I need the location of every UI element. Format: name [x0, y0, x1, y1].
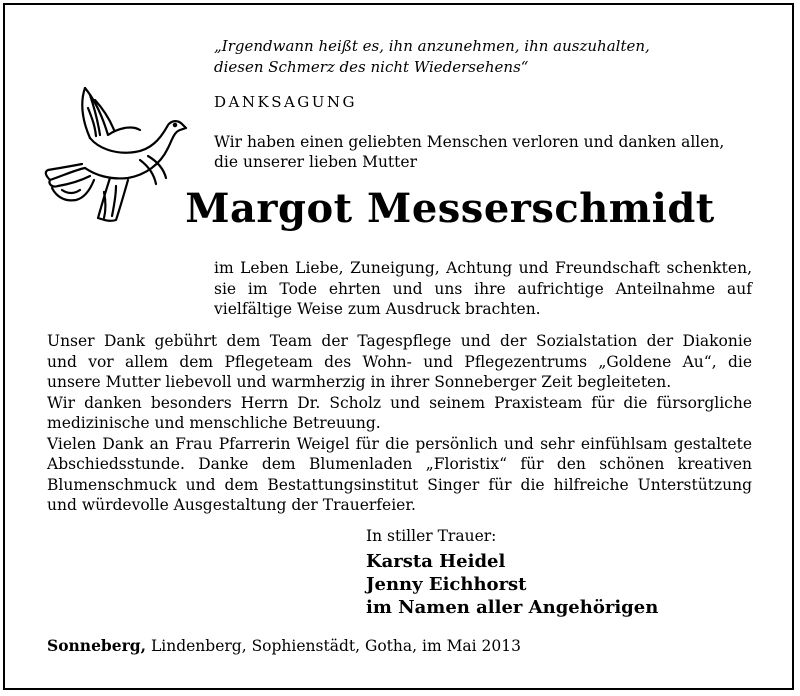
- body-line-8: Blumenschmuck und dem Bestattungsinstitut Singer für die hilfreiche Unterstützung: [47, 475, 752, 494]
- after-name-text: [214, 258, 752, 320]
- body-line-5: medizinische und menschliche Betreuung.: [47, 414, 381, 432]
- footer-place-date: [47, 636, 521, 655]
- after-line-3: vielfältige Weise zum Ausdruck brachten.: [214, 300, 541, 318]
- quote-line-2: diesen Schmerz des nicht Wiedersehens“: [214, 58, 529, 76]
- body-text: [47, 331, 752, 516]
- quote-line-1: „Irgendwann heißt es, ihn anzunehmen, ihn auszuhalten,: [214, 37, 650, 55]
- intro-text: [214, 132, 724, 172]
- quote: [214, 36, 650, 78]
- signers: [366, 550, 658, 619]
- body-line-9: und würdevolle Ausgestaltung der Trauerfeier.: [47, 496, 416, 514]
- intro-line-2: die unserer lieben Mutter: [214, 153, 417, 171]
- signer-2: Jenny Eichhorst: [366, 574, 527, 595]
- body-line-7: Abschiedsstunde. Danke dem Blumenladen „Floristix“ für den schönen kreativen: [47, 455, 752, 473]
- footer-rest: Lindenberg, Sophienstädt, Gotha, im Mai 2013: [146, 637, 522, 655]
- after-line-1: im Leben Liebe, Zuneigung, Achtung und Freundschaft schenkten,: [214, 259, 752, 277]
- footer-city: Sonneberg,: [47, 636, 147, 655]
- body-line-6: Vielen Dank an Frau Pfarrerin Weigel für die persönlich und sehr einfühlsam gestaltete: [47, 434, 752, 453]
- signer-3: im Namen aller Angehörigen: [366, 597, 659, 618]
- signature-intro: In stiller Trauer:: [366, 527, 497, 545]
- body-line-3: unsere Mutter liebevoll und warmherzig in ihrer Sonneberger Zeit begleiteten.: [47, 373, 672, 391]
- after-line-2: sie im Tode ehrten und uns ihre aufrichtige Anteilnahme auf: [214, 279, 752, 298]
- body-line-1: Unser Dank gebührt dem Team der Tagespflege und der Sozialstation der Diakonie: [47, 332, 752, 350]
- deceased-name: Margot Messerschmidt: [185, 185, 715, 232]
- body-line-4: Wir danken besonders Herrn Dr. Scholz und seinem Praxisteam für die fürsorgliche: [47, 393, 752, 412]
- signer-1: Karsta Heidel: [366, 551, 506, 572]
- heading: DANKSAGUNG: [214, 93, 358, 111]
- body-line-2: und vor allem dem Pflegeteam des Wohn- und Pflegezentrums „Goldene Au“, die: [47, 352, 752, 371]
- intro-line-1: Wir haben einen geliebten Menschen verloren und danken allen,: [214, 133, 725, 151]
